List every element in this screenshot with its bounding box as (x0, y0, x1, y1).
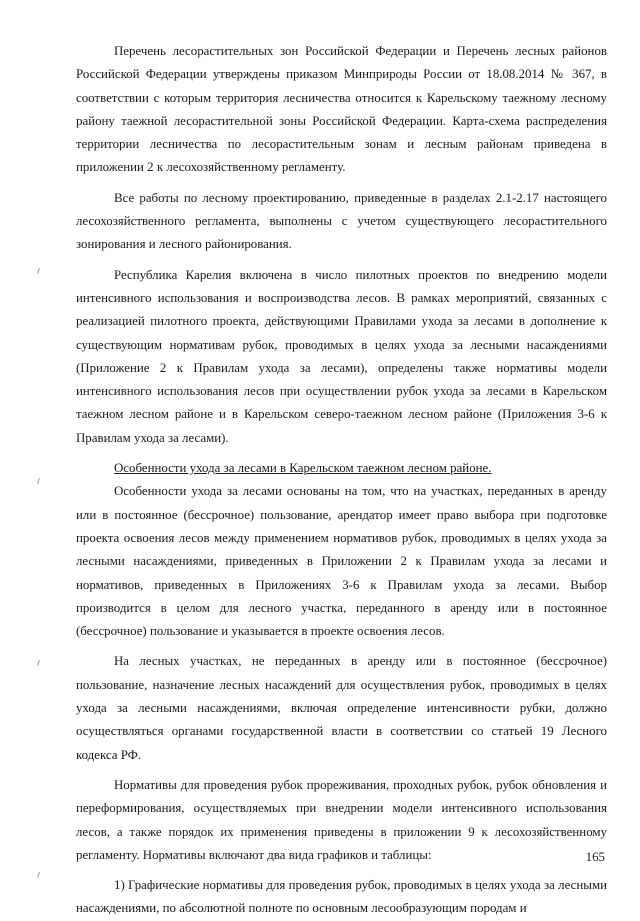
paragraph-graphic-norms: 1) Графические нормативы для проведения рубок, проводимых в целях ухода за лесными насаждениями, по абсолютной полноте по основным лесообразующим породам и (76, 878, 607, 916)
paragraph-non-leased-plots: На лесных участках, не переданных в аренду или в постоянное (бессрочное) пользование, назначение лесных насаждений для осуществления рубок, проводимых в целях ухода за лесными насаждениями, включая определение интенсивности рубки, должно осуществляться органами государственной власти в соответствии со статьей 19 Лесного кодекса РФ. (76, 654, 607, 762)
scan-mark (37, 660, 40, 666)
paragraph-forest-zones: Перечень лесорастительных зон Российской Федерации и Перечень лесных районов Российской Федерации утверждены приказом Минприроды России от 18.08.2014 № 367, в соответствии с которым территория лесничества относится к Карельскому таежному лесному району таежной лесорастительной зоны Российской Федерации. Карта-схема распределения территории лесничества по лесорастительным зонам и лесным районам приведена в приложении 2 к лесохозяйственному регламенту. (76, 44, 607, 175)
paragraph-care-features: Особенности ухода за лесами основаны на том, что на участках, переданных в аренду или в постоянное (бессрочное) пользование, арендатор имеет право выбора при подготовке проекта освоения лесов между применением нормативов рубок, проводимых в целях ухода за лесными насаждениями, приведенных в Приложении 2 к Правилам ухода за лесами и нормативов, приведенных в Приложениях 3-6 к Правилам ухода за лесами. Выбор производится в целом для лесного участка, переданного в аренду или в постоянное (бессрочное) пользование и указывается в проекте освоения лесов. (76, 484, 607, 639)
paragraph-karelia-pilot: Республика Карелия включена в число пилотных проектов по внедрению модели интенсивного использования и воспроизводства лесов. В рамках мероприятий, связанных с реализацией пилотного проекта, действующими Правилами ухода за лесами в дополнение к существующим нормативам рубок, проводимых в целях ухода за лесными насаждениями (Приложение 2 к Правилам ухода за лесами), определены также нормативы модели интенсивного использования лесов при осуществлении рубок ухода за лесами в Карельском таежном лесном районе и в Карельском северо-таежном лесном районе (Приложения 3-6 к Правилам ухода за лесами). (76, 267, 607, 445)
scan-mark (37, 478, 40, 484)
section-heading: Особенности ухода за лесами в Карельском таежном лесном районе. (114, 461, 492, 476)
paragraph-forest-design: Все работы по лесному проектированию, приведенные в разделах 2.1-2.17 настоящего лесохозяйственного регламента, выполнены с учетом существующего лесорастительного зонирования и лесного районирования. (76, 190, 607, 252)
scan-mark (37, 268, 40, 274)
page-number: 165 (585, 850, 605, 864)
paragraph-thinning-norms: Нормативы для проведения рубок прореживания, проходных рубок, рубок обновления и переформирования, осуществляемых при внедрении модели интенсивного использования лесов, а также порядок их применения приведены в приложении 9 к лесохозяйственному регламенту. Нормативы включают два вида графиков и таблицы: (76, 777, 607, 862)
scan-mark (37, 872, 40, 878)
